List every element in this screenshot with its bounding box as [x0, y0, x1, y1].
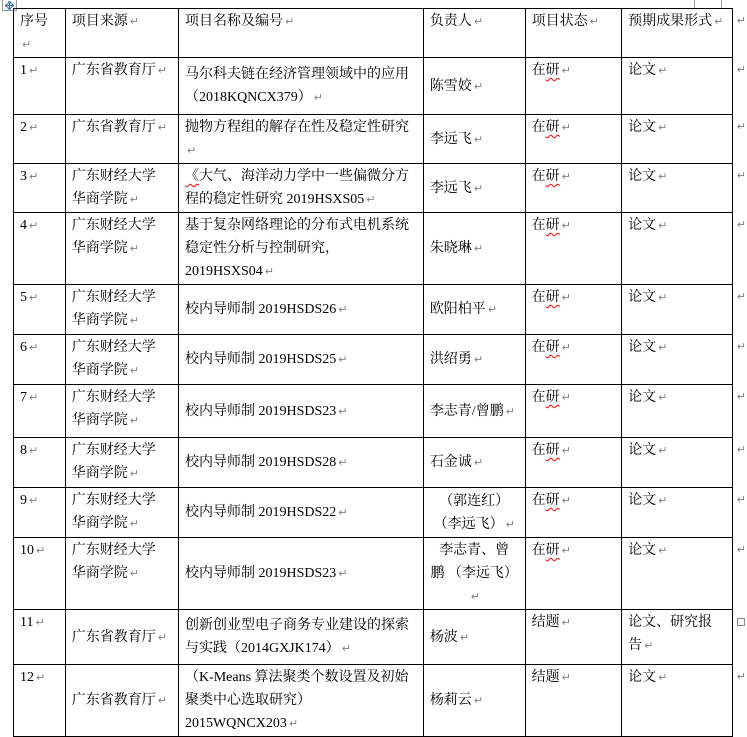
row-end-mark: ↵ — [736, 389, 746, 403]
pilcrow-mark: ↵ — [658, 444, 668, 457]
row-end-gutter — [732, 538, 746, 610]
row-end-gutter — [732, 438, 746, 488]
cell-outcome[interactable]: 论文 ↵ — [622, 164, 733, 213]
pilcrow-mark: ↵ — [29, 219, 39, 232]
cell-name[interactable]: 创新创业型电子商务专业建设的探索 与实践（2014GXJK174） ↵ — [178, 610, 423, 665]
cell-no[interactable]: 12 ↵ — [14, 665, 66, 737]
cell-no[interactable]: 9 ↵ — [14, 488, 66, 538]
cell-leader[interactable]: 陈雪姣 ↵ — [423, 58, 525, 115]
table-row — [14, 610, 747, 665]
pilcrow-mark: ↵ — [22, 38, 32, 51]
pilcrow-mark: ↵ — [129, 15, 139, 28]
pilcrow-mark: ↵ — [473, 79, 484, 93]
pilcrow-mark: ↵ — [589, 15, 599, 28]
cell-outcome[interactable]: 论文 ↵ — [622, 335, 733, 385]
pilcrow-mark: ↵ — [29, 494, 39, 507]
cell-name[interactable]: 校内导师制 2019HSDS28 ↵ — [178, 438, 423, 488]
pilcrow-mark: ↵ — [157, 121, 167, 134]
pilcrow-mark: ↵ — [284, 15, 295, 28]
cell-source[interactable]: 广东财经大学 华商学院 ↵ — [65, 164, 178, 213]
cell-no[interactable]: 6 ↵ — [14, 335, 66, 385]
row-end-gutter — [732, 285, 746, 335]
pilcrow-mark: ↵ — [29, 291, 39, 304]
cell-name[interactable]: （K-Means 算法聚类个数设置及初始 聚类中心选取研究）2015WQNCX203 ↵ — [178, 665, 423, 737]
row-end-mark: ↵ — [736, 217, 746, 231]
cell-status[interactable]: 在研 ↵ — [525, 538, 622, 610]
pilcrow-mark: ↵ — [129, 517, 139, 530]
pilcrow-mark: ↵ — [658, 494, 668, 507]
pilcrow-mark: ↵ — [658, 291, 668, 304]
pilcrow-mark: ↵ — [644, 639, 654, 652]
pilcrow-mark: ↵ — [473, 242, 484, 255]
pilcrow-mark: ↵ — [29, 64, 39, 77]
cell-source[interactable]: 广东省教育厅 ↵ — [65, 58, 178, 115]
pilcrow-mark: ↵ — [186, 144, 197, 157]
projects-table — [13, 8, 747, 737]
pilcrow-mark: ↵ — [129, 242, 139, 255]
misspelled-text: 研 — [545, 340, 560, 355]
pilcrow-mark: ↵ — [157, 64, 167, 77]
pilcrow-mark: ↵ — [338, 456, 348, 469]
row-end-gutter — [732, 115, 746, 164]
pilcrow-mark: ↵ — [561, 64, 571, 77]
pilcrow-mark: ↵ — [561, 671, 571, 684]
cell-leader[interactable]: 石金诚 ↵ — [423, 438, 525, 488]
misspelled-text: 《 — [184, 169, 199, 184]
pilcrow-mark: ↵ — [29, 341, 39, 354]
pilcrow-mark: ↵ — [473, 181, 484, 195]
cell-leader[interactable]: （郭连红） （李远飞） ↵ — [423, 488, 525, 538]
header-outcome[interactable]: 预期成果形式 ↵ — [622, 9, 733, 58]
header-status[interactable]: 项目状态 ↵ — [525, 9, 622, 58]
row-end-mark: ↵ — [736, 542, 746, 556]
cell-source[interactable]: 广东财经大学 华商学院 ↵ — [65, 385, 178, 438]
header-name[interactable]: 项目名称及编号 ↵ — [178, 9, 423, 58]
row-end-gutter — [732, 213, 746, 285]
misspelled-text: 研 — [545, 169, 560, 184]
misspelled-text: 研 — [545, 218, 560, 233]
pilcrow-mark: ↵ — [561, 341, 571, 354]
cell-no[interactable]: 2 ↵ — [14, 115, 66, 164]
cell-name[interactable]: 马尔科夫链在经济管理领域中的应用 （2018KQNCX379） ↵ — [178, 58, 423, 115]
table-row — [14, 385, 747, 438]
header-leader[interactable]: 负责人 ↵ — [423, 9, 525, 58]
table-row — [14, 665, 747, 737]
cell-source[interactable]: 广东财经大学 华商学院 ↵ — [65, 488, 178, 538]
pilcrow-mark: ↵ — [658, 544, 668, 557]
row-end-gutter — [732, 58, 746, 115]
table-row — [14, 538, 747, 610]
cell-source[interactable]: 广东省教育厅 ↵ — [65, 610, 178, 665]
pilcrow-mark: ↵ — [658, 64, 668, 77]
cell-status[interactable]: 在研 ↵ — [525, 438, 622, 488]
pilcrow-mark: ↵ — [658, 671, 668, 684]
row-end-mark: ↵ — [736, 13, 746, 27]
cell-name[interactable]: 校内导师制 2019HSDS25 ↵ — [178, 335, 423, 385]
cell-name[interactable]: 抛物方程组的解存在性及稳定性研究↵ — [178, 115, 423, 164]
pilcrow-mark: ↵ — [561, 391, 571, 404]
pilcrow-mark: ↵ — [341, 642, 351, 655]
row-end-gutter — [732, 385, 746, 438]
cell-outcome[interactable]: 论文 ↵ — [622, 285, 733, 335]
pilcrow-mark: ↵ — [338, 506, 348, 519]
cell-outcome[interactable]: 论文 ↵ — [622, 213, 733, 285]
cell-name[interactable]: 校内导师制 2019HSDS23 ↵ — [178, 385, 423, 438]
cell-outcome[interactable]: 论文、研究报告 ↵ — [622, 610, 733, 665]
pilcrow-mark: ↵ — [157, 694, 167, 707]
cell-status[interactable]: 在研 ↵ — [525, 164, 622, 213]
pilcrow-mark: ↵ — [264, 265, 274, 278]
pilcrow-mark: ↵ — [561, 291, 571, 304]
cell-source[interactable]: 广东财经大学 华商学院 ↵ — [65, 438, 178, 488]
pilcrow-mark: ↵ — [338, 353, 348, 366]
pilcrow-mark: ↵ — [561, 444, 571, 457]
cell-no[interactable]: 8 ↵ — [14, 438, 66, 488]
header-row — [14, 9, 747, 58]
cell-outcome[interactable]: 论文 ↵ — [622, 438, 733, 488]
pilcrow-mark: ↵ — [658, 170, 668, 183]
pilcrow-mark: ↵ — [561, 494, 571, 507]
cell-source[interactable]: 广东省教育厅 ↵ — [65, 665, 178, 737]
table-row — [14, 488, 747, 538]
pilcrow-mark: ↵ — [505, 517, 515, 531]
pilcrow-mark: ↵ — [129, 567, 139, 580]
pilcrow-mark: ↵ — [561, 170, 571, 183]
pilcrow-mark: ↵ — [561, 544, 571, 557]
misspelled-text: 研 — [545, 290, 560, 305]
pilcrow-mark: ↵ — [473, 353, 484, 366]
cell-leader[interactable]: 李远飞 ↵ — [423, 164, 525, 213]
misspelled-text: 研 — [545, 390, 560, 405]
pilcrow-mark: ↵ — [561, 219, 571, 232]
pilcrow-mark: ↵ — [561, 616, 571, 629]
row-end-mark: ↵ — [736, 492, 746, 506]
cell-status[interactable]: 在研 ↵ — [525, 335, 622, 385]
cell-no[interactable]: 11 ↵ — [14, 610, 66, 665]
pilcrow-mark: ↵ — [313, 91, 323, 104]
pilcrow-mark: ↵ — [288, 717, 299, 730]
row-end-mark: ↵ — [736, 339, 746, 353]
pilcrow-mark: ↵ — [658, 341, 668, 354]
cell-no[interactable]: 4 ↵ — [14, 213, 66, 285]
cell-name[interactable]: 《大气、海洋动力学中一些偏微分方 程的稳定性研究 2019HSXS05 ↵ — [178, 164, 423, 213]
cell-leader[interactable]: 朱晓琳 ↵ — [423, 213, 525, 285]
pilcrow-mark: ↵ — [470, 590, 480, 603]
cell-leader[interactable]: 李志青、曾 鹏 （李远飞）↵ — [423, 538, 525, 610]
pilcrow-mark: ↵ — [338, 303, 348, 316]
cell-status[interactable]: 在研 ↵ — [525, 213, 622, 285]
cell-leader[interactable]: 李远飞 ↵ — [423, 115, 525, 164]
pilcrow-mark: ↵ — [658, 219, 668, 232]
cell-name[interactable]: 基于复杂网络理论的分布式电机系统 稳定性分析与控制研究，2019HSXS04 ↵ — [178, 213, 423, 285]
row-end-gutter — [732, 164, 746, 213]
pilcrow-mark: ↵ — [473, 132, 484, 146]
pilcrow-mark: ↵ — [129, 314, 139, 327]
misspelled-text: 研 — [545, 120, 560, 135]
pilcrow-mark: ↵ — [658, 391, 668, 404]
cell-outcome[interactable]: 论文 ↵ — [622, 58, 733, 115]
pilcrow-mark: ↵ — [473, 694, 484, 707]
header-no[interactable]: 序号↵ — [14, 9, 66, 58]
header-source[interactable]: 项目来源 ↵ — [65, 9, 178, 58]
table-row — [14, 213, 747, 285]
pilcrow-mark: ↵ — [338, 404, 348, 418]
cell-status[interactable]: 在研 ↵ — [525, 285, 622, 335]
pilcrow-mark: ↵ — [29, 391, 39, 404]
table-row — [14, 164, 747, 213]
pilcrow-mark: ↵ — [561, 121, 571, 134]
table-row — [14, 285, 747, 335]
cell-source[interactable]: 广东省教育厅 ↵ — [65, 115, 178, 164]
row-end-mark: ↵ — [736, 62, 746, 76]
table-row — [14, 335, 747, 385]
cell-status[interactable]: 结题 ↵ — [525, 610, 622, 665]
table-resize-handle[interactable] — [737, 618, 745, 626]
pilcrow-mark: ↵ — [473, 456, 484, 469]
misspelled-text: 研 — [545, 443, 560, 458]
cell-status[interactable]: 在研 ↵ — [525, 115, 622, 164]
pilcrow-mark: ↵ — [36, 544, 46, 557]
cell-no[interactable]: 3 ↵ — [14, 164, 66, 213]
cell-no[interactable]: 10 ↵ — [14, 538, 66, 610]
pilcrow-mark: ↵ — [473, 15, 484, 28]
row-end-mark: ↵ — [736, 442, 746, 456]
cell-outcome[interactable]: 论文 ↵ — [622, 538, 733, 610]
pilcrow-mark: ↵ — [714, 15, 724, 28]
table-body — [14, 58, 747, 737]
pilcrow-mark: ↵ — [366, 193, 376, 206]
cell-outcome[interactable]: 论文 ↵ — [622, 115, 733, 164]
misspelled-text: 研 — [545, 493, 560, 508]
pilcrow-mark: ↵ — [129, 364, 139, 377]
pilcrow-mark: ↵ — [157, 630, 167, 644]
cell-leader[interactable]: 欧阳柏平 ↵ — [423, 285, 525, 335]
row-end-mark: ↵ — [736, 119, 746, 133]
pilcrow-mark: ↵ — [129, 414, 139, 427]
pilcrow-mark: ↵ — [338, 567, 348, 580]
cell-status[interactable]: 在研 ↵ — [525, 488, 622, 538]
row-end-gutter — [732, 335, 746, 385]
misspelled-text: 研 — [545, 543, 560, 558]
table-row — [14, 438, 747, 488]
row-end-gutter — [732, 9, 746, 58]
pilcrow-mark: ↵ — [29, 170, 39, 183]
row-end-mark: ↵ — [736, 289, 746, 303]
row-end-mark: ↵ — [736, 168, 746, 182]
pilcrow-mark: ↵ — [29, 444, 39, 457]
cell-outcome[interactable]: 论文 ↵ — [622, 488, 733, 538]
cell-outcome[interactable]: 论文 ↵ — [622, 665, 733, 737]
cell-leader[interactable]: 杨波 ↵ — [423, 610, 525, 665]
pilcrow-mark: ↵ — [29, 121, 39, 134]
row-end-gutter — [732, 665, 746, 737]
cell-status[interactable]: 在研 ↵ — [525, 385, 622, 438]
pilcrow-mark: ↵ — [487, 303, 498, 316]
pilcrow-mark: ↵ — [36, 671, 46, 684]
pilcrow-mark: ↵ — [129, 467, 139, 480]
pilcrow-mark: ↵ — [505, 404, 515, 418]
cell-name[interactable]: 校内导师制 2019HSDS23 ↵ — [178, 538, 423, 610]
row-end-gutter — [732, 488, 746, 538]
cell-name[interactable]: 校内导师制 2019HSDS26 ↵ — [178, 285, 423, 335]
cell-source[interactable]: 广东财经大学 华商学院 ↵ — [65, 335, 178, 385]
pilcrow-mark: ↵ — [129, 193, 139, 206]
table-row — [14, 58, 747, 115]
pilcrow-mark: ↵ — [35, 616, 45, 629]
pilcrow-mark: ↵ — [459, 630, 470, 644]
cell-leader[interactable]: 李志青/曾鹏 ↵ — [423, 385, 525, 438]
cell-source[interactable]: 广东财经大学 华商学院 ↵ — [65, 538, 178, 610]
cell-status[interactable]: 在研 ↵ — [525, 58, 622, 115]
cell-no[interactable]: 5 ↵ — [14, 285, 66, 335]
cell-source[interactable]: 广东财经大学 华商学院 ↵ — [65, 213, 178, 285]
cell-leader[interactable]: 洪绍勇 ↵ — [423, 335, 525, 385]
cell-leader[interactable]: 杨莉云 ↵ — [423, 665, 525, 737]
cell-source[interactable]: 广东财经大学 华商学院 ↵ — [65, 285, 178, 335]
cell-outcome[interactable]: 论文 ↵ — [622, 385, 733, 438]
misspelled-text: 研 — [545, 63, 560, 78]
cell-no[interactable]: 7 ↵ — [14, 385, 66, 438]
cell-status[interactable]: 结题 ↵ — [525, 665, 622, 737]
table-row — [14, 115, 747, 164]
row-end-mark: ↵ — [736, 669, 746, 683]
cell-no[interactable]: 1 ↵ — [14, 58, 66, 115]
cell-name[interactable]: 校内导师制 2019HSDS22 ↵ — [178, 488, 423, 538]
pilcrow-mark: ↵ — [658, 121, 668, 134]
